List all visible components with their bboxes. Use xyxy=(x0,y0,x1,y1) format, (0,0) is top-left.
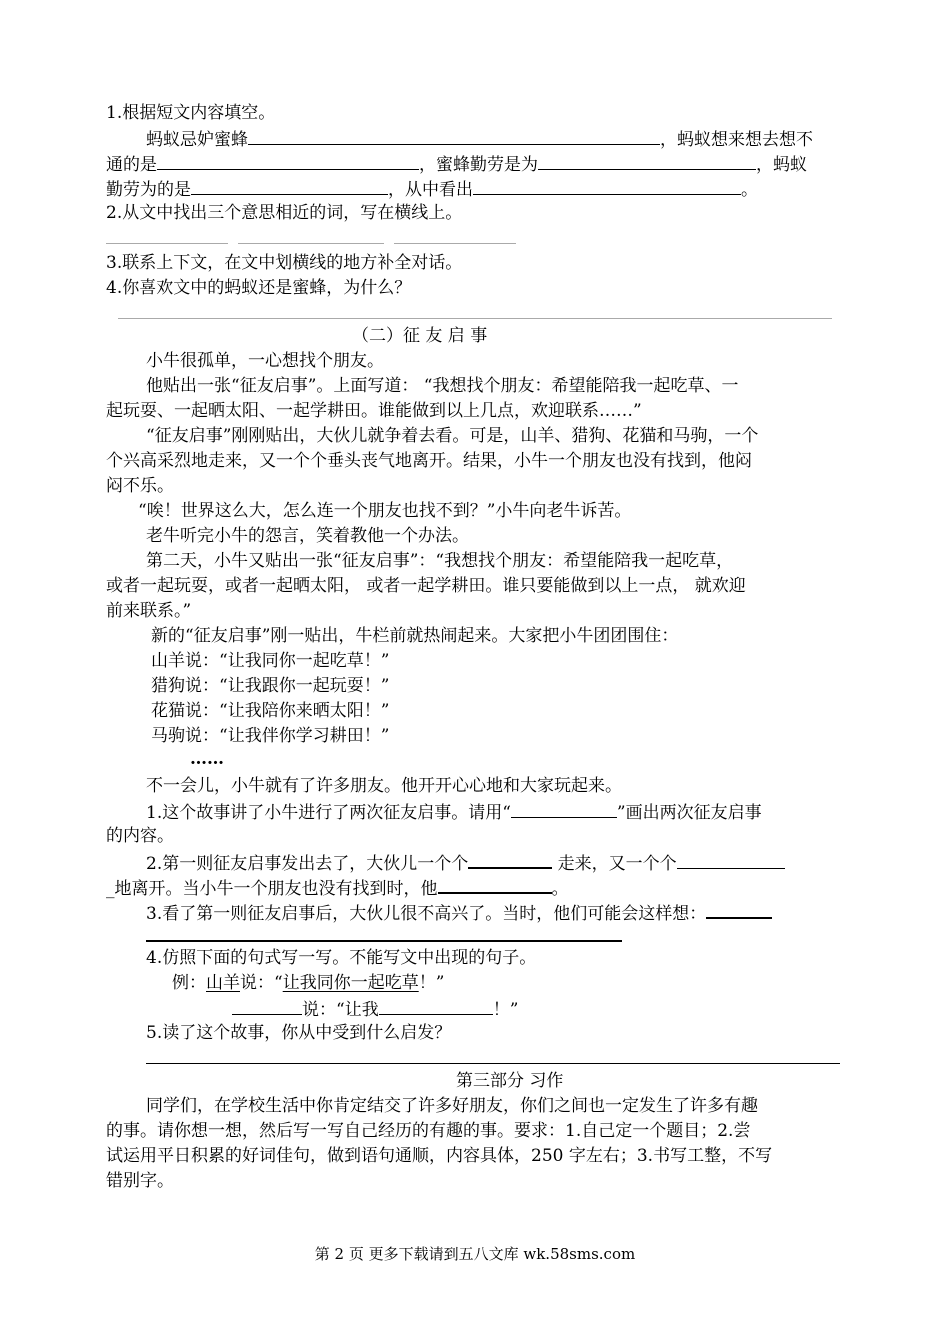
blank-line[interactable] xyxy=(473,176,741,195)
p1-q1-line2 xyxy=(106,151,807,177)
story-paragraph: 闷不乐。 xyxy=(106,476,174,496)
p1-q1-text-c: 通的是 xyxy=(106,155,157,175)
story-paragraph: 老牛听完小牛的怨言，笑着教他一个办法。 xyxy=(146,526,469,546)
fill-say: 说：“让我 xyxy=(302,1000,379,1020)
blank-line[interactable] xyxy=(248,126,660,145)
story-title: （二）征 友 启 事 xyxy=(352,326,488,346)
p1-q1-text-a: 蚂蚁忌妒蜜蜂 xyxy=(146,130,248,150)
dialogue-line: 花猫说：“让我陪你来晒太阳！” xyxy=(151,701,390,721)
p2-q3-text: 3.看了第一则征友启事后，大伙儿很不高兴了。当时，他们可能会这样想： xyxy=(146,904,707,924)
answer-line[interactable] xyxy=(146,1063,840,1064)
dialogue-line: 马驹说：“让我伴你学习耕田！” xyxy=(151,726,390,746)
p2-question-4: 4.仿照下面的句式写一写。不能写文中出现的句子。 xyxy=(146,948,537,968)
blank-line[interactable] xyxy=(238,243,384,244)
page-footer: 第 2 页 更多下载请到五八文库 wk.58sms.com xyxy=(314,1245,636,1263)
writing-prompt: 错别字。 xyxy=(106,1171,174,1191)
dialogue-line: 山羊说：“让我同你一起吃草！” xyxy=(151,651,390,671)
story-paragraph: 第二天，小牛又贴出一张“征友启事”：“我想找个朋友：希望能陪我一起吃草， xyxy=(146,551,734,571)
p2-question-5: 5.读了这个故事，你从中受到什么启发？ xyxy=(146,1023,452,1043)
dialogue-line: 猎狗说：“让我跟你一起玩耍！” xyxy=(151,676,390,696)
story-paragraph: 起玩耍、一起晒太阳、一起学耕田。谁能做到以上几点，欢迎联系……” xyxy=(106,401,642,421)
p2-q2-text: 2.第一则征友启事发出去了，大伙儿一个个 xyxy=(146,854,469,874)
writing-prompt: 的事。请你想一想，然后写一写自己经历的有趣的事。要求：1.自己定一个题目；2.尝 xyxy=(106,1121,751,1141)
answer-line[interactable] xyxy=(146,940,622,942)
p1-q1-line1 xyxy=(146,126,813,152)
imitation-fill xyxy=(232,996,518,1022)
blank-line[interactable] xyxy=(379,996,493,1015)
blank-line[interactable] xyxy=(706,899,772,919)
blank-line[interactable] xyxy=(106,243,228,244)
section-title: 第三部分 习作 xyxy=(456,1071,564,1091)
p1-q1-text-e: ，蚂蚁 xyxy=(756,155,807,175)
story-paragraph: 前来联系。” xyxy=(106,601,192,621)
p1-q1-text-h: 。 xyxy=(741,180,758,200)
answer-line[interactable] xyxy=(118,318,832,319)
blank-line[interactable] xyxy=(438,874,552,894)
blank-line[interactable] xyxy=(232,996,302,1015)
p1-q1-text-b: ，蚂蚁想来想去想不 xyxy=(660,130,813,150)
p1-q1-text-g: ，从中看出 xyxy=(388,180,473,200)
fill-end: ！” xyxy=(492,1000,519,1020)
blank-line[interactable] xyxy=(511,799,617,818)
p1-question-3: 3.联系上下文，在文中划横线的地方补全对话。 xyxy=(106,253,463,273)
blank-line[interactable] xyxy=(468,849,552,869)
ellipsis: …… xyxy=(190,749,224,769)
example-end: ！” xyxy=(418,973,445,993)
story-paragraph: 小牛很孤单，一心想找个朋友。 xyxy=(146,351,384,371)
p1-q1-text-d: ，蜜蜂勤劳是为 xyxy=(419,155,538,175)
p2-q1-cont: 的内容。 xyxy=(106,826,174,846)
p2-q2-text: 走来，又一个个 xyxy=(552,854,677,874)
writing-prompt: 试运用平日积累的好词佳句，做到语句通顺，内容具体，250 字左右；3.书写工整，不写 xyxy=(106,1146,773,1166)
p1-question-2: 2.从文中找出三个意思相近的词，写在横线上。 xyxy=(106,203,463,223)
example-quote: 让我同你一起吃草 xyxy=(282,973,419,993)
example-speaker: 山羊 xyxy=(206,973,240,993)
p2-question-1 xyxy=(146,799,762,825)
p2-question-3 xyxy=(146,899,772,926)
blank-line[interactable] xyxy=(677,850,785,869)
example-say: 说：“ xyxy=(240,973,283,993)
example-label: 例： xyxy=(172,973,206,993)
p1-q1-text-f: 勤劳为的是 xyxy=(106,180,191,200)
story-paragraph: 他贴出一张“征友启事”。上面写道： “我想找个朋友：希望能陪我一起吃草、一 xyxy=(146,376,739,396)
p2-question-2 xyxy=(146,849,785,876)
blank-line[interactable] xyxy=(538,151,756,170)
p2-q2-text: _地离开。当小牛一个朋友也没有找到时，他 xyxy=(106,879,438,899)
story-paragraph: “征友启事”刚刚贴出，大伙儿就争着去看。可是，山羊、猎狗、花猫和马驹，一个 xyxy=(146,426,759,446)
p1-q1-line3 xyxy=(106,176,758,202)
story-paragraph: “唉！世界这么大，怎么连一个朋友也找不到？”小牛向老牛诉苦。 xyxy=(138,501,632,521)
blank-line[interactable] xyxy=(191,176,388,195)
story-paragraph: 新的“征友启事”刚一贴出，牛栏前就热闹起来。大家把小牛团团围住： xyxy=(151,626,679,646)
story-paragraph: 或者一起玩耍，或者一起晒太阳， 或者一起学耕田。谁只要能做到以上一点， 就欢迎 xyxy=(106,576,746,596)
p1-question-4: 4.你喜欢文中的蚂蚁还是蜜蜂，为什么？ xyxy=(106,278,412,298)
p2-q2-text: 。 xyxy=(551,879,569,899)
blank-line[interactable] xyxy=(394,243,516,244)
story-paragraph: 不一会儿，小牛就有了许多朋友。他开开心心地和大家玩起来。 xyxy=(146,776,622,796)
writing-prompt: 同学们，在学校生活中你肯定结交了许多好朋友，你们之间也一定发生了许多有趣 xyxy=(146,1096,758,1116)
p1-question-1: 1.根据短文内容填空。 xyxy=(106,103,276,123)
p2-q1-text: 1.这个故事讲了小牛进行了两次征友启事。请用“ xyxy=(146,803,511,823)
p2-q1-text: ”画出两次征友启事 xyxy=(616,803,762,823)
example-sentence xyxy=(172,971,444,995)
story-paragraph: 个兴高采烈地走来，又一个个垂头丧气地离开。结果，小牛一个朋友也没有找到，他闷 xyxy=(106,451,752,471)
blank-line[interactable] xyxy=(157,151,419,170)
p2-q2-cont xyxy=(106,874,569,901)
